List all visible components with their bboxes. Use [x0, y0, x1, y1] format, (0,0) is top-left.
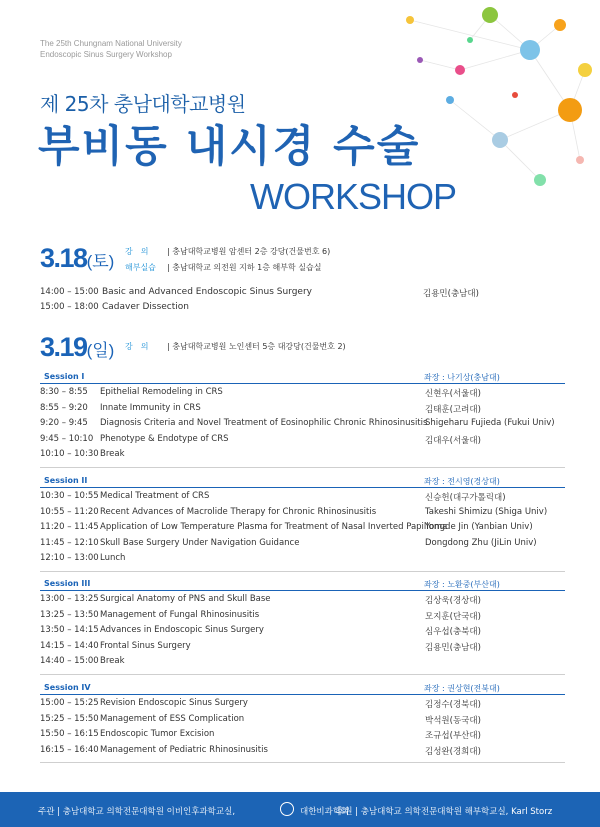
table-row: [40, 745, 565, 759]
row-topic: Break: [100, 656, 125, 666]
english-header-line1: The 25th Chungnam National University: [40, 39, 182, 48]
row-time: 13:00 – 13:25: [40, 594, 99, 604]
row-topic: Diagnosis Criteria and Novel Treatment of Eosinophilic Chronic Rhinosinusitis: [100, 418, 428, 428]
session-name: Session I: [44, 372, 85, 381]
english-header-line2: Endoscopic Sinus Surgery Workshop: [40, 50, 172, 59]
table-row: [40, 491, 565, 505]
row-topic: Management of ESS Complication: [100, 713, 245, 724]
row-speaker: 김용민(충남대): [425, 642, 481, 653]
row-speaker: 신승헌(대구가톨릭대): [425, 493, 506, 503]
day1-venue-lecture: [125, 246, 330, 257]
day1-date-number: 3.18: [40, 243, 87, 273]
row-speaker: Shigeharu Fujieda (Fukui Univ): [425, 418, 555, 428]
row-speaker: Takeshi Shimizu (Shiga Univ): [425, 506, 548, 517]
row-topic: Medical Treatment of CRS: [100, 491, 210, 501]
row-topic: Revision Endoscopic Sinus Surgery: [100, 698, 248, 708]
session-chair: 좌장 : 권상현(전북대): [424, 684, 500, 693]
table-row: [40, 287, 565, 301]
row-time: 13:25 – 13:50: [40, 609, 99, 620]
row-time: 10:55 – 11:20: [40, 506, 99, 517]
session-name: Session III: [44, 579, 91, 588]
row-topic: Phenotype & Endotype of CRS: [100, 433, 229, 444]
venue-text: | 충남대학교 의전원 지하 1층 해부학 실습실: [167, 263, 322, 272]
table-row: [40, 656, 565, 670]
session-name: Session IV: [44, 683, 91, 692]
table-row: [40, 641, 565, 655]
session-chair: 좌장 : 노환중(부산대): [424, 580, 500, 589]
session-divider: [40, 571, 565, 572]
table-row: [40, 594, 565, 608]
table-row: [40, 449, 565, 463]
row-speaker: 박석원(동국대): [425, 715, 481, 726]
row-topic: Advances in Endoscopic Sinus Surgery: [100, 625, 264, 635]
table-row: [40, 418, 565, 432]
table-row: [40, 522, 565, 536]
session-divider: [40, 467, 565, 468]
row-time: 9:45 – 10:10: [40, 433, 94, 444]
row-time: 13:50 – 14:15: [40, 625, 99, 635]
row-speaker: 조규섭(부산대): [425, 731, 481, 741]
venue-text: | 충남대학교병원 암센터 2층 강당(건물번호 6): [167, 247, 331, 256]
venue-label: 강 의: [125, 247, 149, 256]
row-time: 15:00 – 15:25: [40, 698, 99, 708]
day2-venue-lecture: [125, 341, 346, 352]
row-time: 10:30 – 10:55: [40, 491, 99, 501]
day1-date: [40, 243, 114, 274]
title-event: 제 25차 충남대학교병원: [40, 92, 246, 116]
table-row: [40, 302, 565, 316]
row-time: 9:20 – 9:45: [40, 418, 88, 428]
session-divider: [40, 762, 565, 763]
session-header: [40, 475, 565, 488]
row-topic: Basic and Advanced Endoscopic Sinus Surgery: [102, 287, 312, 297]
row-time: 8:55 – 9:20: [40, 402, 88, 413]
row-time: 8:30 – 8:55: [40, 387, 88, 397]
table-row: [40, 434, 565, 448]
row-speaker: 모지훈(단국대): [425, 611, 481, 622]
row-topic: Break: [100, 449, 125, 459]
row-speaker: 신현우(서울대): [425, 389, 481, 399]
footer-host: 주관 | 충남대학교 의학전문대학원 이비인후과학교실,: [38, 807, 236, 817]
day2-date: [40, 332, 114, 363]
table-row: [40, 538, 565, 552]
table-row: [40, 610, 565, 624]
row-time: 14:40 – 15:00: [40, 656, 99, 666]
row-topic: Innate Immunity in CRS: [100, 402, 201, 413]
row-topic: Management of Pediatric Rhinosinusitis: [100, 744, 268, 755]
row-topic: Skull Base Surgery Under Navigation Guidance: [100, 537, 300, 548]
english-header: [40, 38, 182, 60]
footer-bar: [0, 792, 600, 827]
session-chair: 좌장 : 전시영(경상대): [424, 477, 500, 486]
day1-weekday: (토): [86, 252, 115, 271]
row-topic: Application of Low Temperature Plasma for Treatment of Nasal Inverted Papilloma: [100, 522, 448, 532]
row-time: 14:15 – 14:40: [40, 640, 99, 651]
table-row: [40, 625, 565, 639]
row-topic: Management of Fungal Rhinosinusitis: [100, 609, 260, 620]
table-row: [40, 553, 565, 567]
title-workshop: WORKSHOP: [250, 176, 457, 217]
row-speaker: 김태훈(고려대): [425, 404, 481, 415]
day2-weekday: (일): [86, 341, 115, 360]
row-speaker: 김성완(경희대): [425, 746, 481, 757]
session-name: Session II: [44, 476, 88, 485]
table-row: [40, 698, 565, 712]
row-time: 16:15 – 16:40: [40, 744, 99, 755]
row-topic: Frontal Sinus Surgery: [100, 640, 191, 651]
row-time: 15:00 – 18:00: [40, 302, 99, 312]
footer-sponsor: 후원 | 충남대학교 의학전문대학원 해부학교실, Karl Storz: [336, 807, 553, 817]
row-time: 11:20 – 11:45: [40, 522, 99, 532]
society-emblem-icon: [280, 802, 294, 816]
table-row: [40, 729, 565, 743]
row-time: 15:25 – 15:50: [40, 713, 99, 724]
row-speaker: Yongde Jin (Yanbian Univ): [425, 522, 533, 532]
session-divider: [40, 674, 565, 675]
row-time: 14:00 – 15:00: [40, 287, 99, 297]
row-speaker: 김상욱(경상대): [425, 596, 481, 606]
day1-venue-dissection: [125, 262, 321, 273]
table-row: [40, 403, 565, 417]
row-topic: Epithelial Remodeling in CRS: [100, 387, 223, 397]
venue-text: | 충남대학교병원 노인센터 5층 대강당(건물번호 2): [167, 342, 346, 351]
page-title: 부비동 내시경 수술: [38, 122, 421, 172]
row-topic: Recent Advances of Macrolide Therapy for Chronic Rhinosinusitis: [100, 506, 377, 517]
row-speaker: 심우섭(충북대): [425, 627, 481, 637]
table-row: [40, 714, 565, 728]
row-speaker: Dongdong Zhu (JiLin Univ): [425, 537, 537, 548]
row-time: 11:45 – 12:10: [40, 537, 99, 548]
table-row: [40, 507, 565, 521]
row-time: 15:50 – 16:15: [40, 729, 99, 739]
row-topic: Lunch: [100, 553, 126, 563]
session-header: [40, 578, 565, 591]
row-topic: Endoscopic Tumor Excision: [100, 729, 215, 739]
row-speaker: 김용민(충남대): [423, 289, 479, 299]
venue-label: 강 의: [125, 342, 149, 351]
session-header: [40, 682, 565, 695]
row-topic: Surgical Anatomy of PNS and Skull Base: [100, 594, 271, 604]
venue-label: 해부실습: [125, 263, 156, 272]
row-speaker: 김정수(경북대): [425, 700, 481, 710]
footer-society: 대한비과학회: [300, 807, 350, 817]
row-time: 10:10 – 10:30: [40, 449, 99, 459]
session-chair: 좌장 : 나기상(충남대): [424, 373, 500, 382]
day2-date-number: 3.19: [40, 332, 87, 362]
table-row: [40, 387, 565, 401]
row-speaker: 김대우(서울대): [425, 435, 481, 446]
session-header: [40, 371, 565, 384]
row-topic: Cadaver Dissection: [102, 302, 189, 312]
row-time: 12:10 – 13:00: [40, 553, 99, 563]
